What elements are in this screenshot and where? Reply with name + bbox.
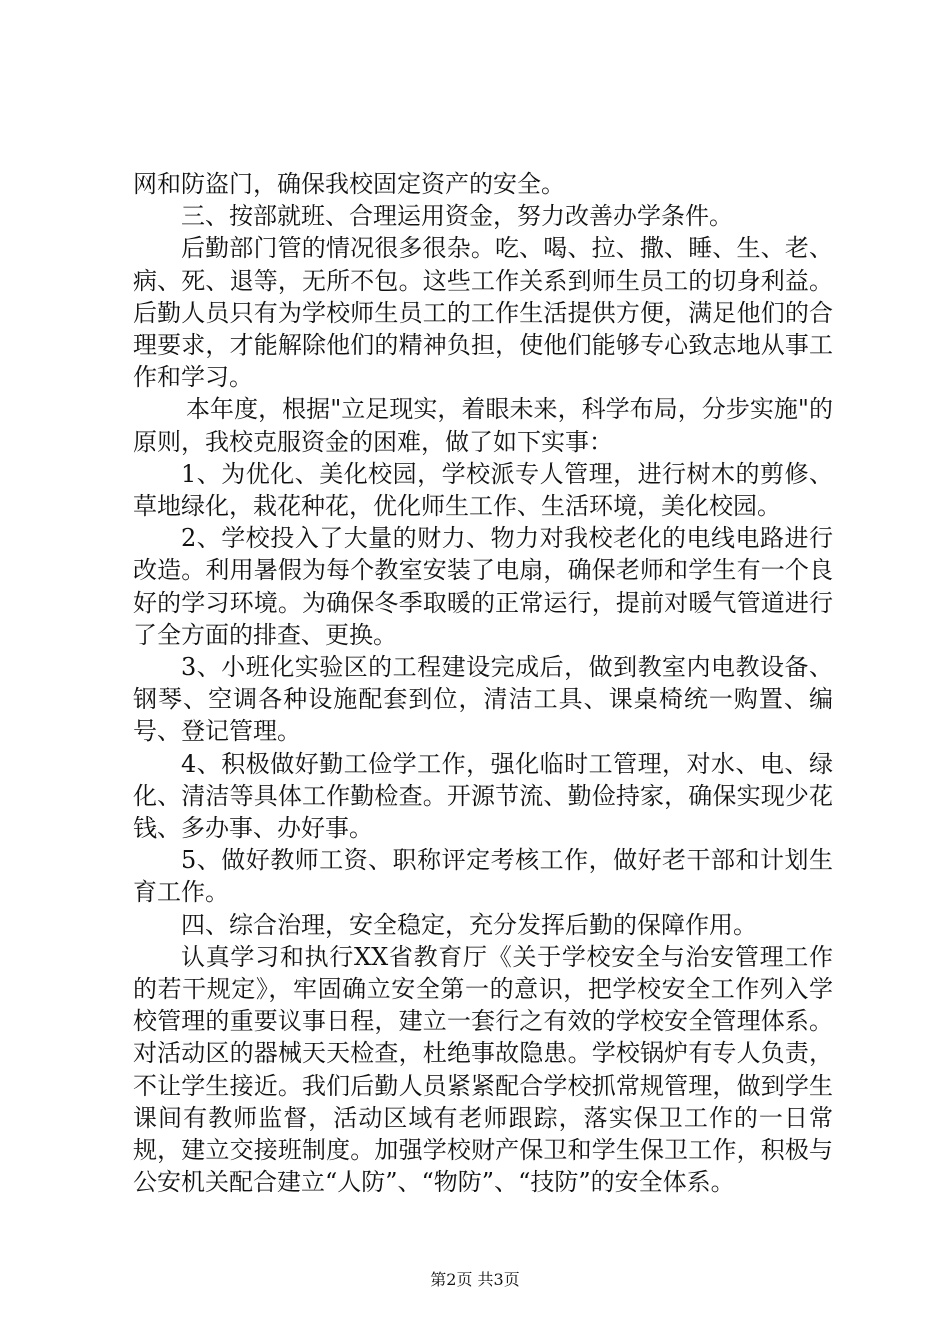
paragraph-11: 认真学习和执行XX省教育厅《关于学校安全与治安管理工作的若干规定》，牢固确立安全第一的意识，把学校安全工作列入学校管理的重要议事日程，建立一套行之有效的学校安全管理体系。对活动区的器械天天检查，杜绝事故隐患。学校锅炉有专人负责，不让学生接近。我们后勤人员紧紧配合学校抓常规管理，做到学生课间有教师监督，活动区域有老师跟踪，落实保卫工作的一日常规，建立交接班制度。加强学校财产保卫和学生保卫工作，积极与公安机关配合建立“人防”、“物防”、“技防”的安全体系。 <box>133 942 833 1197</box>
paragraph-7: 3、小班化实验区的工程建设完成后，做到教室内电教设备、钢琴、空调各种设施配套到位，清洁工具、课桌椅统一购置、编号、登记管理。 <box>133 653 833 746</box>
paragraph-2: 三、按部就班、合理运用资金，努力改善办学条件。 <box>181 202 733 231</box>
paragraph-8: 4、积极做好勤工俭学工作，强化临时工管理，对水、电、绿化、清洁等具体工作勤检查。开源节流、勤俭持家，确保实现少花钱、多办事、办好事。 <box>133 749 833 843</box>
paragraph-5: 1、为优化、美化校园，学校派专人管理，进行树木的剪修、草地绿化，栽花种花，优化师生工作、生活环境，美化校园。 <box>133 459 833 521</box>
paragraph-6: 2、学校投入了大量的财力、物力对我校老化的电线电路进行改造。利用暑假为每个教室安装了电扇，确保老师和学生有一个良好的学习环境。为确保冬季取暖的正常运行，提前对暖气管道进行了全方面的排查、更换。 <box>133 524 833 649</box>
paragraph-1: 网和防盗门，确保我校固定资产的安全。 <box>133 170 565 198</box>
paragraph-4: 本年度，根据"立足现实，着眼未来，科学布局，分步实施"的原则，我校克服资金的困难，做了如下实事： <box>133 395 833 456</box>
paragraph-10: 四、综合治理，安全稳定，充分发挥后勤的保障作用。 <box>181 910 757 939</box>
paragraph-3: 后勤部门管的情况很多很杂。吃、喝、拉、撒、睡、生、老、病、死、退等，无所不包。这些工作关系到师生员工的切身利益。后勤人员只有为学校师生员工的工作生活提供方便，满足他们的合理要求，才能解除他们的精神负担，使他们能够专心致志地从事工作和学习。 <box>133 234 833 392</box>
page-footer: 第2页 共3页 <box>430 1270 520 1289</box>
document-body <box>133 168 833 1199</box>
paragraph-9: 5、做好教师工资、职称评定考核工作，做好老干部和计划生育工作。 <box>133 846 833 907</box>
